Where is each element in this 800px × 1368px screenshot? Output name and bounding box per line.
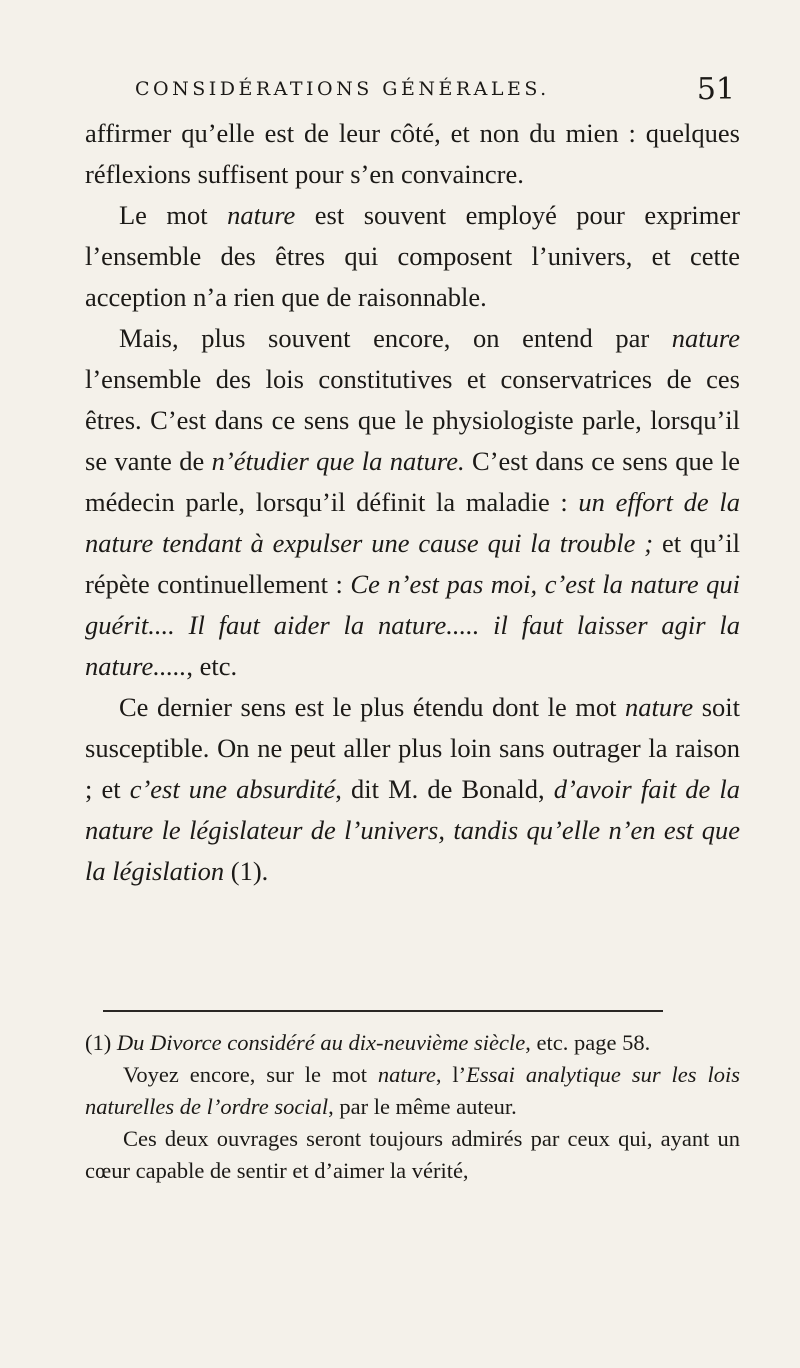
text-span: , etc. xyxy=(186,651,238,681)
text-span: , l’ xyxy=(435,1062,467,1087)
paragraph-3 xyxy=(85,318,740,687)
text-span: C’est dans ce sens que le médecin parle, lorsqu’il définit la maladie : xyxy=(85,446,741,517)
footnote-2 xyxy=(85,1059,740,1123)
text-span: (1). xyxy=(224,856,269,886)
footnote-1 xyxy=(85,1027,740,1059)
italic-span: nature xyxy=(671,323,740,353)
text-span: , etc. page 58. xyxy=(525,1030,651,1055)
body-text xyxy=(85,113,740,892)
footnote-divider xyxy=(103,1010,663,1012)
running-title: CONSIDÉRATIONS GÉNÉRALES. xyxy=(135,78,550,100)
italic-span: c’est une absurdité xyxy=(129,774,336,804)
running-head xyxy=(135,72,735,112)
text-span: Ce dernier sens est le plus étendu dont le mot xyxy=(119,692,625,722)
italic-span: Du Divorce considéré au dix-neuvième siècle xyxy=(116,1030,526,1055)
paragraph-1: affirmer qu’elle est de leur côté, et non du mien : quelques réflexions suffisent pour s’en convaincre. xyxy=(85,118,740,189)
paragraph-4 xyxy=(85,687,740,892)
footnote-3: Ces deux ouvrages seront toujours admirés par ceux qui, ayant un cœur capable de sentir et d’aimer la vérité, xyxy=(85,1126,740,1183)
text-span: Le mot xyxy=(119,200,228,230)
footnotes xyxy=(85,1027,740,1187)
text-span: , par le même auteur. xyxy=(328,1094,517,1119)
italic-span: nature xyxy=(624,692,694,722)
text-span: Voyez encore, sur le mot xyxy=(123,1062,378,1087)
text-span: et qu’il répète continuellement : xyxy=(85,528,740,599)
italic-span: n’étudier que la nature. xyxy=(211,446,465,476)
text-span: , dit M. de Bonald, xyxy=(335,774,554,804)
italic-span: d’avoir fait de la nature le législateur de l’univers, tandis qu’elle n’en est que la législation xyxy=(85,774,740,886)
italic-span: Essai analytique sur les lois naturelles de l’ordre social xyxy=(85,1062,740,1119)
text-span: Mais, plus souvent encore, on entend par xyxy=(119,323,672,353)
text-span: l’ensemble des lois constitutives et conservatrices de ces êtres. C’est dans ce sens que le physiologiste parle, lorsqu’il se vante de xyxy=(85,364,740,476)
italic-span: nature xyxy=(377,1062,436,1087)
text-span: est souvent employé pour exprimer l’ensemble des êtres qui composent l’univers, et cette acception n’a rien que de raisonnable. xyxy=(85,200,740,312)
italic-span: nature xyxy=(227,200,296,230)
page-number: 51 xyxy=(696,72,735,107)
paragraph-2 xyxy=(85,195,740,318)
italic-span: Ce n’est pas moi, c’est la nature qui guérit.... Il faut aider la nature..... il faut laisser agir la nature..... xyxy=(85,569,741,681)
text-span: soit susceptible. On ne peut aller plus loin sans outrager la raison ; et xyxy=(85,692,740,804)
footnote-marker: (1) xyxy=(85,1030,117,1055)
italic-span: un effort de la nature tendant à expulser une cause qui la trouble ; xyxy=(85,487,740,558)
